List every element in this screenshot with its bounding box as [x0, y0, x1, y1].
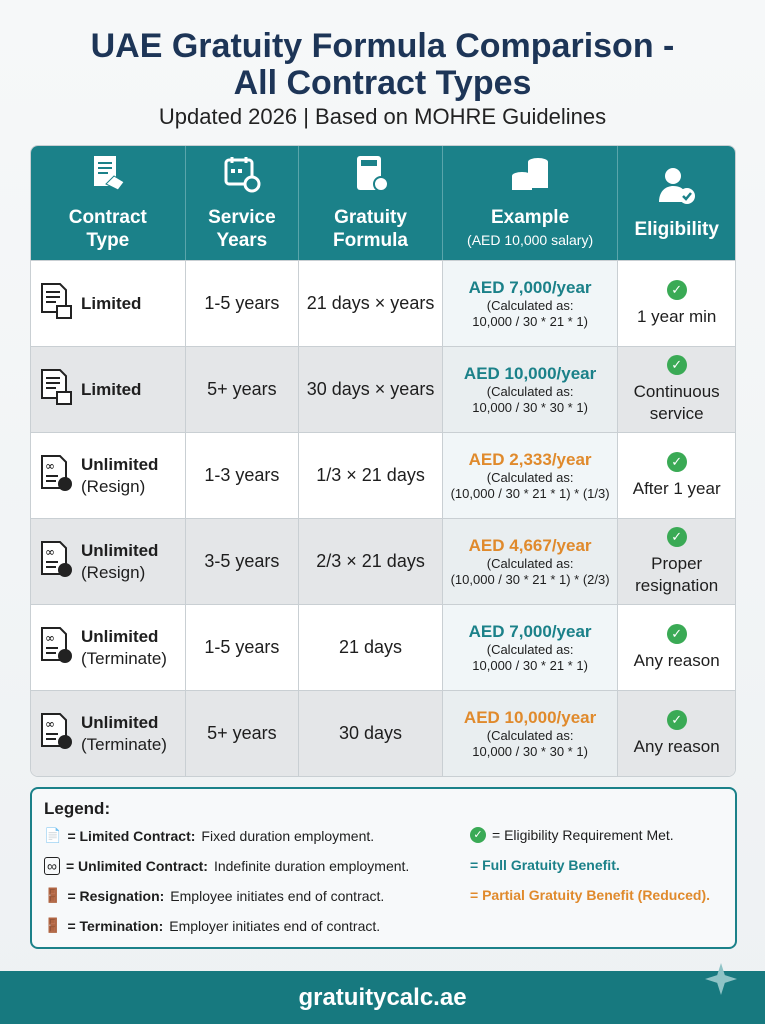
legend-unlimited: ∞ = Unlimited Contract: Indefinite duration employment.: [44, 857, 409, 875]
service-years-cell: 1-5 years: [185, 605, 299, 690]
eligibility-cell: ✓ Continuous service: [617, 347, 735, 432]
unlimited-terminate-icon: [39, 712, 73, 755]
legend-partial: = Partial Gratuity Benefit (Reduced).: [470, 887, 710, 903]
comparison-table: [30, 145, 736, 777]
svg-text:∞: ∞: [45, 545, 55, 559]
table-header: [31, 146, 735, 260]
unlimited-contract-icon: ∞: [44, 857, 60, 875]
eligibility-cell: ✓ After 1 year: [617, 433, 735, 518]
table-row: [31, 690, 735, 776]
legend: [30, 787, 737, 949]
legend-termination: 🚪 = Termination: Employer initiates end of contract.: [44, 917, 381, 934]
column-header: Contract Type: [31, 146, 185, 260]
contract-type-cell: Limited: [31, 347, 185, 432]
unlimited-resign-icon: [39, 454, 73, 497]
table-row: [31, 432, 735, 518]
check-circle-icon: ✓: [667, 624, 687, 644]
check-circle-icon: ✓: [667, 710, 687, 730]
legend-full: = Full Gratuity Benefit.: [470, 857, 620, 873]
table-row: [31, 604, 735, 690]
formula-cell: 21 days: [298, 605, 442, 690]
svg-text:∞: ∞: [45, 631, 55, 645]
example-cell: AED 2,333/year (Calculated as: (10,000 / 30 * 21 * 1) * (1/3): [442, 433, 618, 518]
contract-type-cell: ∞ Unlimited (Terminate): [31, 691, 185, 776]
check-circle-icon: ✓: [667, 527, 687, 547]
sparkle-icon: [705, 963, 737, 995]
service-years-cell: 1-5 years: [185, 261, 299, 346]
check-circle-icon: ✓: [667, 355, 687, 375]
example-cell: AED 7,000/year (Calculated as: 10,000 / 30 * 21 * 1): [442, 605, 618, 690]
service-years-cell: 3-5 years: [185, 519, 299, 604]
door-exit-icon: 🚪: [44, 887, 62, 903]
eligibility-cell: ✓ Any reason: [617, 691, 735, 776]
door-exit-icon: 🚪: [44, 917, 62, 933]
user-check-icon: [655, 166, 699, 218]
limited-contract-icon: [39, 282, 73, 325]
table-row: [31, 518, 735, 604]
formula-cell: 30 days: [298, 691, 442, 776]
unlimited-resign-icon: [39, 540, 73, 583]
legend-check: ✓ = Eligibility Requirement Met.: [470, 827, 674, 843]
check-circle-icon: ✓: [667, 452, 687, 472]
example-cell: AED 10,000/year (Calculated as: 10,000 / 30 * 30 * 1): [442, 691, 618, 776]
legend-resignation: 🚪 = Resignation: Employee initiates end of contract.: [44, 887, 385, 904]
check-circle-icon: ✓: [667, 280, 687, 300]
service-years-cell: 1-3 years: [185, 433, 299, 518]
contract-type-cell: Limited: [31, 261, 185, 346]
calculator-icon: [351, 154, 391, 206]
column-header: Example (AED 10,000 salary): [442, 146, 618, 260]
svg-text:∞: ∞: [45, 717, 55, 731]
limited-contract-icon: 📄: [44, 827, 62, 843]
limited-contract-icon: [39, 368, 73, 411]
unlimited-terminate-icon: [39, 626, 73, 669]
contract-type-cell: ∞ Unlimited (Terminate): [31, 605, 185, 690]
example-cell: AED 4,667/year (Calculated as: (10,000 / 30 * 21 * 1) * (2/3): [442, 519, 618, 604]
svg-text:∞: ∞: [45, 459, 55, 473]
formula-cell: 2/3 × 21 days: [298, 519, 442, 604]
check-circle-icon: ✓: [470, 827, 486, 843]
footer: [0, 971, 765, 1024]
legend-title: Legend:: [44, 799, 111, 818]
eligibility-cell: ✓ Proper resignation: [617, 519, 735, 604]
page-title: UAE Gratuity Formula Comparison - All Contract Types: [90, 27, 675, 102]
formula-cell: 30 days × years: [298, 347, 442, 432]
example-cell: AED 10,000/year (Calculated as: 10,000 / 30 * 30 * 1): [442, 347, 618, 432]
column-header: Eligibility: [617, 146, 735, 260]
table-row: [31, 260, 735, 346]
formula-cell: 21 days × years: [298, 261, 442, 346]
coins-icon: [508, 154, 552, 206]
contract-type-cell: ∞ Unlimited (Resign): [31, 433, 185, 518]
page-subtitle: Updated 2026 | Based on MOHRE Guidelines: [158, 104, 607, 129]
contract-handshake-icon: [88, 154, 128, 206]
footer-site-link[interactable]: gratuitycalc.ae: [298, 984, 467, 1011]
column-header: Gratuity Formula: [298, 146, 442, 260]
calendar-clock-icon: [222, 154, 262, 206]
formula-cell: 1/3 × 21 days: [298, 433, 442, 518]
eligibility-cell: ✓ 1 year min: [617, 261, 735, 346]
service-years-cell: 5+ years: [185, 691, 299, 776]
service-years-cell: 5+ years: [185, 347, 299, 432]
eligibility-cell: ✓ Any reason: [617, 605, 735, 690]
column-header: Service Years: [185, 146, 299, 260]
contract-type-cell: ∞ Unlimited (Resign): [31, 519, 185, 604]
example-cell: AED 7,000/year (Calculated as: 10,000 / 30 * 21 * 1): [442, 261, 618, 346]
table-row: [31, 346, 735, 432]
legend-limited: 📄 = Limited Contract: Fixed duration employment.: [44, 827, 375, 844]
